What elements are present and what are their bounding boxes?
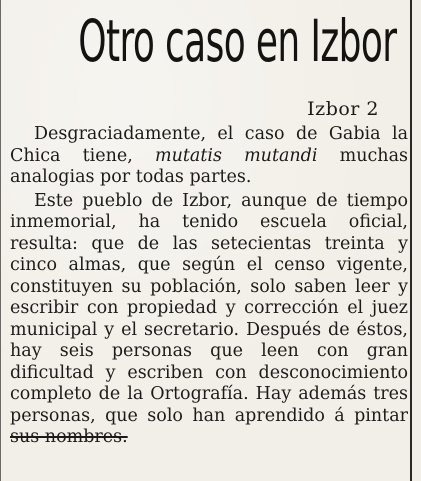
paragraph-1-text-b: muchas analogias por todas partes. [10,145,408,187]
struck-through-text: sus nombres. [10,427,128,447]
paragraph-2 [10,191,408,449]
paragraph-1-text-a: Desgraciadamente, el caso de Gabia la Chica tiene, [10,124,408,166]
paragraph-1 [10,124,408,189]
paragraph-2-text: Este pueblo de Izbor, aunque de tiempo inmemorial, ha tenido escuela oficial, resulta: que de las setecientas treinta y cinco almas, que según el censo vigente, constituyen su población, solo saben leer y escribir con propiedad y corrección el juez municipal y el secretario. Después de éstos, hay seis personas que leen con gran dificultad y escriben con desconocimiento completo de la Ortografía. Hay además tres personas, que solo han aprendido á pintar [10,190,408,426]
article-body [10,124,408,449]
left-border-line [0,0,1,481]
dateline: Izbor 2 [307,98,379,120]
latin-phrase: mutatis mutandi [154,145,318,166]
column-rule [410,0,412,481]
headline: Otro caso en Izbor [78,7,397,75]
